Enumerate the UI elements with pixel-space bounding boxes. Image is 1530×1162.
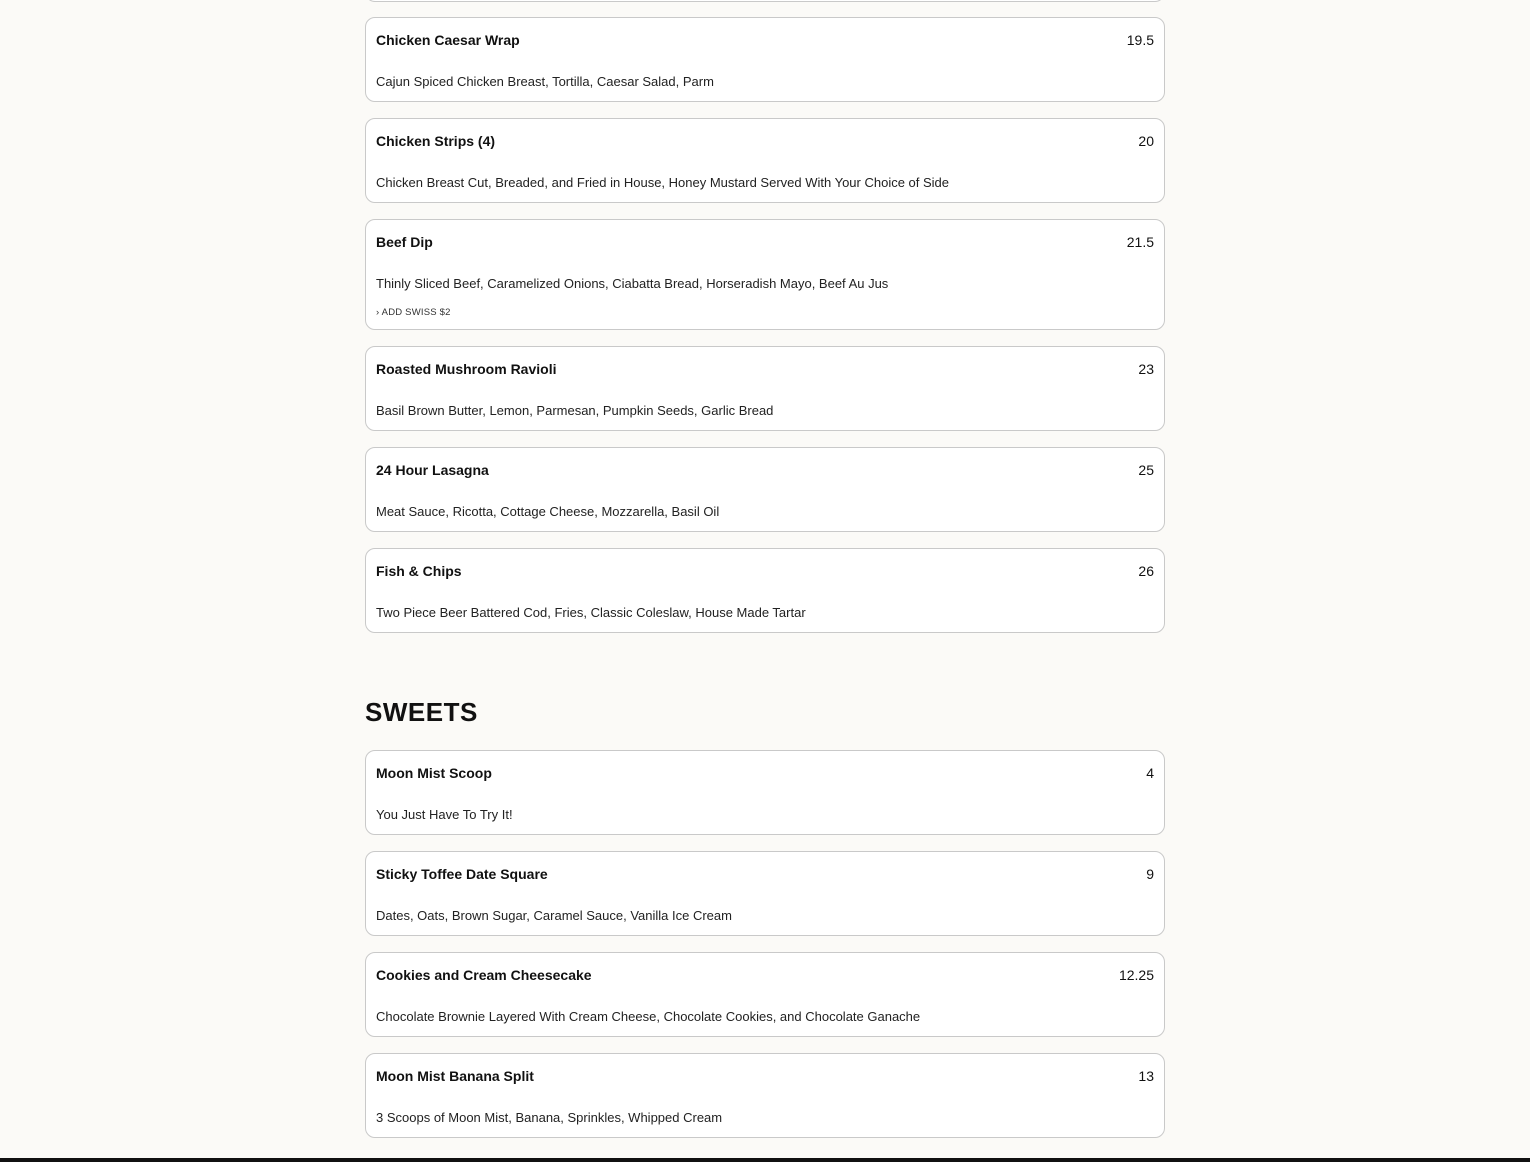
menu-item-price: 9: [1146, 866, 1154, 882]
menu-item-price: 12.25: [1118, 967, 1154, 983]
menu-item-card[interactable]: [365, 952, 1165, 1037]
menu-item-card[interactable]: [365, 447, 1165, 532]
menu-item-name: Chicken Caesar Wrap: [376, 32, 520, 48]
menu-item-name: Beef Dip: [376, 234, 433, 250]
menu-item-name: Cookies and Cream Cheesecake: [376, 967, 592, 983]
menu-item-description: Dates, Oats, Brown Sugar, Caramel Sauce, Vanilla Ice Cream: [376, 908, 732, 923]
menu-item-description: Meat Sauce, Ricotta, Cottage Cheese, Mozzarella, Basil Oil: [376, 504, 720, 519]
menu-item-price: 4: [1146, 765, 1154, 781]
menu-item-addon: › ADD SWISS $2: [376, 307, 451, 318]
menu-item-description: Thinly Sliced Beef, Caramelized Onions, Ciabatta Bread, Horseradish Mayo, Beef Au Jus: [376, 276, 889, 291]
menu-item-card[interactable]: [365, 851, 1165, 936]
menu-item-card[interactable]: [365, 548, 1165, 633]
menu-item-card[interactable]: [365, 346, 1165, 431]
bottom-edge-bar: [0, 1158, 1530, 1162]
menu-item-name: Chicken Strips (4): [376, 133, 496, 149]
menu-item-name: Roasted Mushroom Ravioli: [376, 361, 557, 377]
menu-item-price: 19.5: [1126, 32, 1154, 48]
menu-item-name: Sticky Toffee Date Square: [376, 866, 548, 882]
menu-item-card[interactable]: [365, 118, 1165, 203]
menu-item-name: Fish & Chips: [376, 563, 462, 579]
menu-item-name: 24 Hour Lasagna: [376, 462, 489, 478]
menu-item-card[interactable]: [365, 1053, 1165, 1138]
menu-item-name: Moon Mist Scoop: [376, 765, 492, 781]
menu-item-description: You Just Have To Try It!: [376, 807, 513, 822]
menu-item-price: 25: [1138, 462, 1154, 478]
menu-item-price: 26: [1138, 563, 1154, 579]
menu-item-description: Chocolate Brownie Layered With Cream Cheese, Chocolate Cookies, and Chocolate Ganache: [376, 1009, 921, 1024]
menu-item-description: Basil Brown Butter, Lemon, Parmesan, Pumpkin Seeds, Garlic Bread: [376, 403, 774, 418]
menu-item-price: 23: [1138, 361, 1154, 377]
menu-item-price: 20: [1138, 133, 1154, 149]
section-title-sweets: SWEETS: [365, 697, 478, 727]
menu-item-name: Moon Mist Banana Split: [376, 1068, 534, 1084]
menu-item-description: 3 Scoops of Moon Mist, Banana, Sprinkles, Whipped Cream: [376, 1110, 723, 1125]
menu-item-description: Two Piece Beer Battered Cod, Fries, Classic Coleslaw, House Made Tartar: [376, 605, 806, 620]
menu-item-card[interactable]: [365, 17, 1165, 102]
menu-item-description: Cajun Spiced Chicken Breast, Tortilla, Caesar Salad, Parm: [376, 74, 714, 89]
menu-item-price: 13: [1138, 1068, 1154, 1084]
menu-item-card-partial[interactable]: [365, 0, 1165, 2]
menu-item-card[interactable]: [365, 750, 1165, 835]
menu-item-price: 21.5: [1126, 234, 1154, 250]
menu-item-card[interactable]: [365, 219, 1165, 330]
menu-item-description: Chicken Breast Cut, Breaded, and Fried in House, Honey Mustard Served With Your Choice of Side: [376, 175, 950, 190]
